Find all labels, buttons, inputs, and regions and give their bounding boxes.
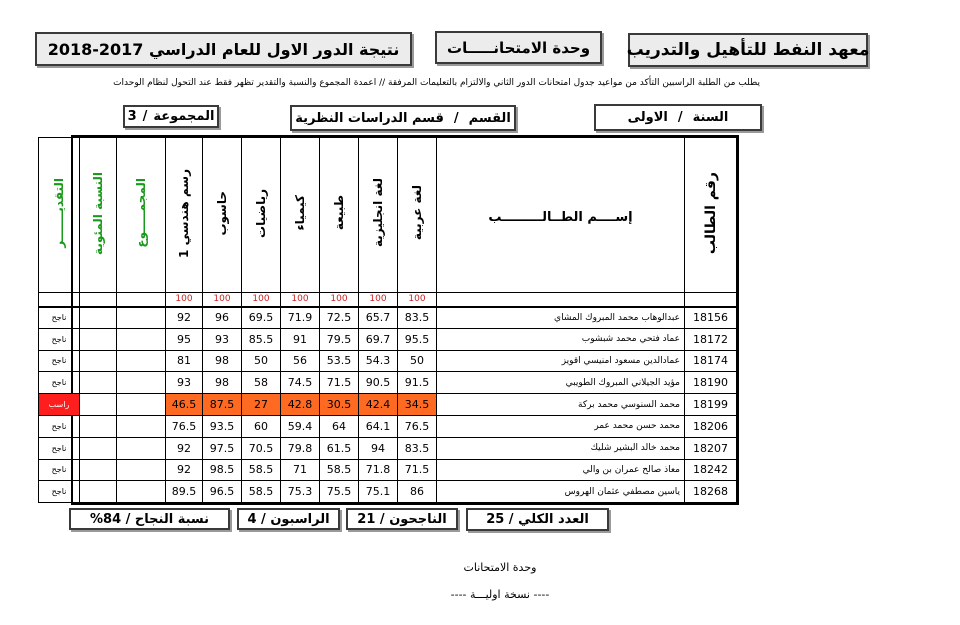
subject-mark: 71.5 — [398, 459, 437, 481]
max-mark: 100 — [166, 293, 203, 307]
subject-mark: 58.5 — [242, 459, 281, 481]
percent-cell — [80, 328, 117, 350]
max-marks-row — [39, 293, 737, 307]
subject-mark: 94 — [359, 437, 398, 459]
percent-cell — [80, 415, 117, 437]
subject-mark: 71.5 — [320, 372, 359, 394]
subject-mark: 85.5 — [242, 328, 281, 350]
subject-mark: 75.1 — [359, 481, 398, 503]
subject-mark: 98 — [203, 350, 242, 372]
total-cell — [117, 394, 166, 416]
subject-mark: 50 — [242, 350, 281, 372]
subject-mark: 92 — [166, 459, 203, 481]
group-selector: المجموعة / 3 — [123, 105, 219, 128]
subject-mark: 81 — [166, 350, 203, 372]
table-row — [39, 437, 737, 459]
subject-mark: 71.8 — [359, 459, 398, 481]
passed-count: الناجحون / 21 — [346, 508, 458, 530]
subject-mark: 53.5 — [320, 350, 359, 372]
student-id: 18190 — [685, 372, 737, 394]
total-cell — [117, 459, 166, 481]
percent-cell — [80, 459, 117, 481]
table-row — [39, 350, 737, 372]
subject-header: لغة عربية — [398, 138, 437, 293]
student-id: 18199 — [685, 394, 737, 416]
result-cell: ناجح — [39, 459, 80, 481]
subject-mark: 83.5 — [398, 307, 437, 329]
total-cell — [117, 372, 166, 394]
student-name: عمادالدين مسعود امنيسي اقويز — [437, 350, 685, 372]
year-selector: السنة / الاولى — [594, 104, 762, 131]
student-name: محمد خالد البشير شليك — [437, 437, 685, 459]
subject-mark: 46.5 — [166, 394, 203, 416]
max-mark: 100 — [398, 293, 437, 307]
subject-mark: 75.3 — [281, 481, 320, 503]
subject-mark: 98 — [203, 372, 242, 394]
subject-mark: 92 — [166, 437, 203, 459]
notice-text: يطلب من الطلبة الراسبين التأكد من مواعيد جدول امتحانات الدور الثاني والالتزام بالتعليمات المرفقة // اعمدة المجموع والنسبة والتقدير تظهر فقط عند التحول لنظام الوحدات — [113, 78, 760, 88]
total-count: العدد الكلي / 25 — [466, 508, 609, 531]
subject-mark: 95.5 — [398, 328, 437, 350]
student-id: 18207 — [685, 437, 737, 459]
result-cell: ناجح — [39, 481, 80, 503]
results-body — [39, 307, 737, 503]
year-value: الاولى — [627, 110, 668, 125]
student-id-header: رقم الطالب — [685, 138, 737, 293]
table-row — [39, 328, 737, 350]
subject-mark: 42.4 — [359, 394, 398, 416]
subject-mark: 89.5 — [166, 481, 203, 503]
results-table — [48, 135, 739, 505]
subject-mark: 93.5 — [203, 415, 242, 437]
subject-mark: 91 — [281, 328, 320, 350]
grade-header: التقديـــــــر — [39, 138, 80, 293]
subject-mark: 98.5 — [203, 459, 242, 481]
department-selector: القسم / قسم الدراسات النظرية — [290, 105, 516, 131]
student-id: 18268 — [685, 481, 737, 503]
student-name: محمد حسن محمد عمر — [437, 415, 685, 437]
total-cell — [117, 415, 166, 437]
subject-mark: 65.7 — [359, 307, 398, 329]
student-name: عماد فتحي محمد شبشوب — [437, 328, 685, 350]
institute-title: معهد النفط للتأهيل والتدريب — [628, 33, 868, 67]
percent-cell — [80, 437, 117, 459]
student-id: 18174 — [685, 350, 737, 372]
subject-mark: 58.5 — [242, 481, 281, 503]
subject-header: رسم هندسي 1 — [166, 138, 203, 293]
student-id: 18156 — [685, 307, 737, 329]
subject-mark: 27 — [242, 394, 281, 416]
student-id: 18172 — [685, 328, 737, 350]
subject-mark: 61.5 — [320, 437, 359, 459]
table-row — [39, 459, 737, 481]
header-row — [39, 138, 737, 293]
percent-cell — [80, 350, 117, 372]
subject-mark: 97.5 — [203, 437, 242, 459]
subject-mark: 54.3 — [359, 350, 398, 372]
pass-rate: نسبة النجاح / 84% — [69, 508, 230, 530]
subject-mark: 64.1 — [359, 415, 398, 437]
percent-cell — [80, 372, 117, 394]
subject-mark: 76.5 — [398, 415, 437, 437]
subject-mark: 86 — [398, 481, 437, 503]
subject-mark: 87.5 — [203, 394, 242, 416]
failed-count: الراسبون / 4 — [237, 508, 340, 530]
group-label: المجموعة — [153, 109, 215, 124]
max-mark: 100 — [203, 293, 242, 307]
subject-mark: 70.5 — [242, 437, 281, 459]
subject-mark: 96.5 — [203, 481, 242, 503]
result-cell: راسب — [39, 394, 80, 416]
subject-mark: 64 — [320, 415, 359, 437]
subject-header: رياضيات — [242, 138, 281, 293]
total-cell — [117, 307, 166, 329]
subject-header: طبيعة — [320, 138, 359, 293]
department-label: القسم — [468, 110, 511, 126]
exam-unit-title: وحدة الامتحانـــــات — [435, 31, 602, 64]
subject-mark: 71.9 — [281, 307, 320, 329]
student-name-header: إســــم الطــالـــــــــب — [437, 138, 685, 293]
subject-mark: 42.8 — [281, 394, 320, 416]
max-mark: 100 — [281, 293, 320, 307]
percent-cell — [80, 481, 117, 503]
student-name: ياسين مصطفي عثمان الهروس — [437, 481, 685, 503]
total-header: المجمـــــوع — [117, 138, 166, 293]
percent-cell — [80, 307, 117, 329]
subject-header: حاسوب — [203, 138, 242, 293]
percent-cell — [80, 394, 117, 416]
subject-mark: 50 — [398, 350, 437, 372]
total-cell — [117, 437, 166, 459]
footer-unit: وحدة الامتحانات — [463, 561, 537, 574]
result-cell: ناجح — [39, 415, 80, 437]
result-cell: ناجح — [39, 350, 80, 372]
subject-mark: 59.4 — [281, 415, 320, 437]
total-cell — [117, 350, 166, 372]
student-name: مؤيد الجيلاني المبروك الطويبي — [437, 372, 685, 394]
subject-mark: 56 — [281, 350, 320, 372]
table-row — [39, 415, 737, 437]
subject-mark: 92 — [166, 307, 203, 329]
subject-mark: 95 — [166, 328, 203, 350]
subject-mark: 91.5 — [398, 372, 437, 394]
subject-mark: 74.5 — [281, 372, 320, 394]
subject-mark: 96 — [203, 307, 242, 329]
max-mark: 100 — [242, 293, 281, 307]
subject-mark: 90.5 — [359, 372, 398, 394]
subject-mark: 58.5 — [320, 459, 359, 481]
subject-mark: 60 — [242, 415, 281, 437]
max-mark: 100 — [320, 293, 359, 307]
subject-mark: 79.8 — [281, 437, 320, 459]
result-cell: ناجح — [39, 372, 80, 394]
result-cell: ناجح — [39, 437, 80, 459]
subject-mark: 83.5 — [398, 437, 437, 459]
footer-copy: ---- نسخة اوليـــة ---- — [450, 588, 550, 601]
total-cell — [117, 481, 166, 503]
department-value: قسم الدراسات النظرية — [295, 110, 444, 126]
table-row — [39, 372, 737, 394]
subject-mark: 93 — [166, 372, 203, 394]
student-id: 18242 — [685, 459, 737, 481]
table-row — [39, 481, 737, 503]
subject-mark: 69.5 — [242, 307, 281, 329]
result-title: نتيجة الدور الاول للعام الدراسي 2017-2018 — [35, 32, 412, 66]
result-cell: ناجح — [39, 328, 80, 350]
subject-mark: 79.5 — [320, 328, 359, 350]
result-cell: ناجح — [39, 307, 80, 329]
percent-header: النسبة المئوية — [80, 138, 117, 293]
total-cell — [117, 328, 166, 350]
subject-mark: 30.5 — [320, 394, 359, 416]
subject-mark: 76.5 — [166, 415, 203, 437]
subject-header: لغة انجليزية — [359, 138, 398, 293]
student-name: عبدالوهاب محمد المبروك المشاي — [437, 307, 685, 329]
table-row — [39, 307, 737, 329]
student-id: 18206 — [685, 415, 737, 437]
subject-mark: 58 — [242, 372, 281, 394]
subject-mark: 72.5 — [320, 307, 359, 329]
max-mark: 100 — [359, 293, 398, 307]
subject-mark: 75.5 — [320, 481, 359, 503]
subject-mark: 69.7 — [359, 328, 398, 350]
subject-mark: 93 — [203, 328, 242, 350]
group-value: 3 — [127, 109, 137, 124]
subject-header: كيمياء — [281, 138, 320, 293]
year-label: السنة — [692, 110, 729, 125]
subject-mark: 34.5 — [398, 394, 437, 416]
student-name: معاذ صالح عمران بن والي — [437, 459, 685, 481]
student-name: محمد السنوسي محمد بركة — [437, 394, 685, 416]
subject-mark: 71 — [281, 459, 320, 481]
table-row — [39, 394, 737, 416]
